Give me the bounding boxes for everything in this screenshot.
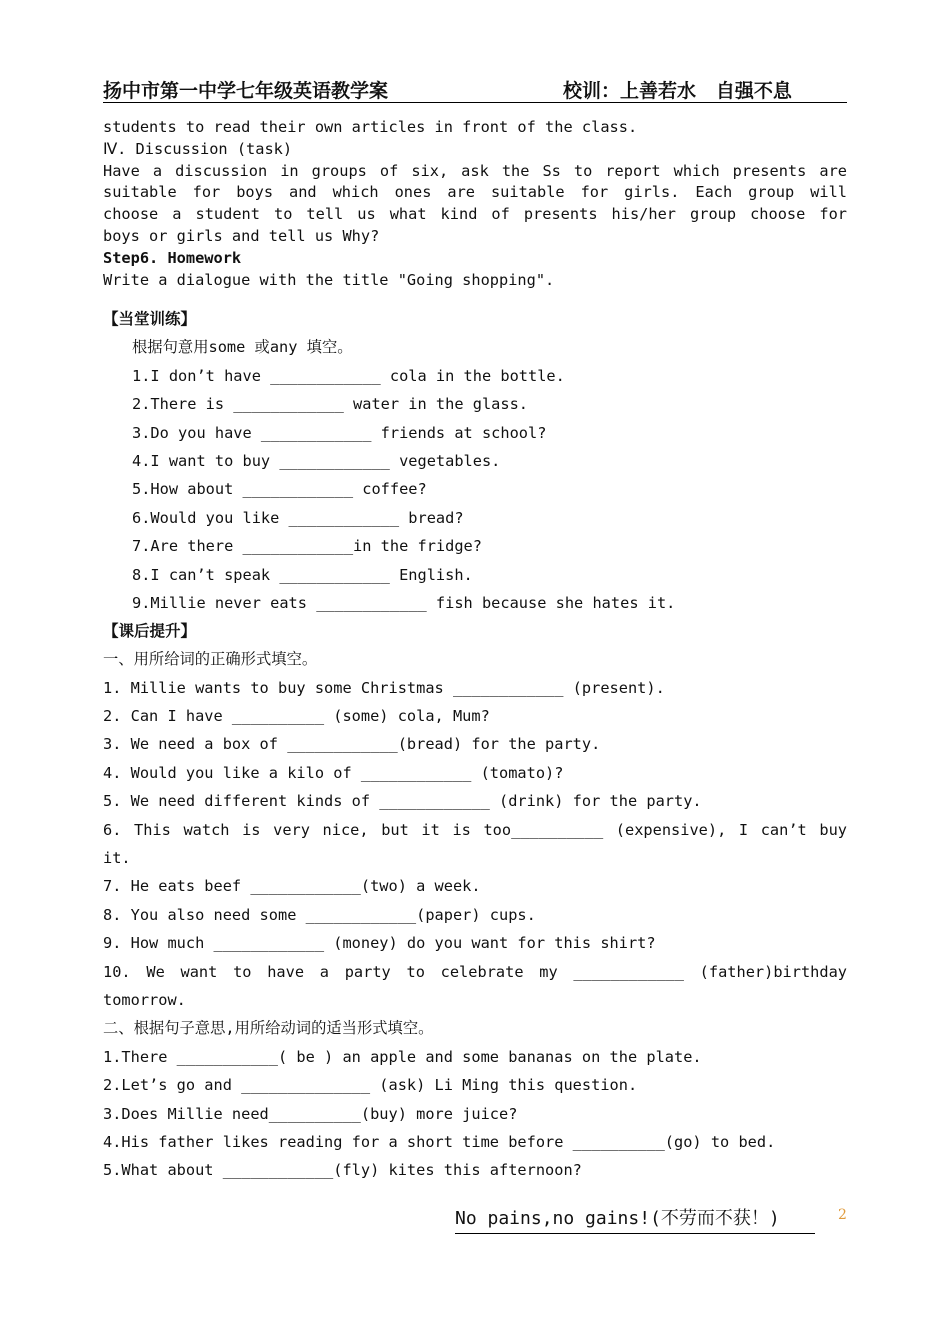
exercise-item: 4. Would you like a kilo of ____________ (tomato)? — [103, 763, 564, 782]
section1-instruction: 根据句意用some 或any 填空。 — [132, 338, 353, 357]
exercise-item: 5. We need different kinds of ____________ (drink) for the party. — [103, 792, 702, 811]
exercise-item: 3.Does Millie need__________(buy) more juice? — [103, 1104, 518, 1123]
exercise-item-continued: it. — [103, 849, 131, 868]
discussion-line: Have a discussion in groups of six, ask the Ss to report which presents are — [103, 161, 847, 180]
exercise-item: 2.Let’s go and ______________ (ask) Li Ming this question. — [103, 1076, 638, 1095]
exercise-item: 6.Would you like ____________ bread? — [132, 508, 464, 527]
exercise-item: 5.How about ____________ coffee? — [132, 480, 427, 499]
discussion-line: boys or girls and tell us Why? — [103, 226, 380, 245]
exercise-item: 10. We want to have a party to celebrate my ____________ (father)birthday — [103, 962, 847, 981]
discussion-line: suitable for boys and which ones are suitable for girls. Each group will — [103, 183, 847, 202]
step6-heading: Step6. Homework — [103, 248, 242, 267]
exercise-item: 4.His father likes reading for a short time before __________(go) to bed. — [103, 1132, 776, 1151]
exercise-item: 4.I want to buy ____________ vegetables. — [132, 451, 501, 470]
part1-instruction: 一、用所给词的正确形式填空。 — [103, 650, 318, 669]
exercise-item: 9. How much ____________ (money) do you want for this shirt? — [103, 934, 656, 953]
section-classroom-practice-title: 【当堂训练】 — [103, 310, 197, 329]
exercise-item: 8. You also need some ____________(paper) cups. — [103, 905, 536, 924]
exercise-item: 2. Can I have __________ (some) cola, Mum? — [103, 707, 490, 726]
exercise-item: 7. He eats beef ____________(two) a week. — [103, 877, 481, 896]
exercise-item: 7.Are there ____________in the fridge? — [132, 537, 482, 556]
exercise-item: 6. This watch is very nice, but it is too__________ (expensive), I can’t buy — [103, 820, 847, 839]
exercise-item: 1. Millie wants to buy some Christmas ____________ (present). — [103, 678, 665, 697]
exercise-item: 1.I don’t have ____________ cola in the bottle. — [132, 366, 565, 385]
exercise-item: 8.I can’t speak ____________ English. — [132, 565, 473, 584]
page-header — [103, 74, 847, 103]
page-content — [103, 117, 847, 1185]
discussion-heading: Ⅳ. Discussion (task) — [103, 139, 293, 158]
part2-instruction: 二、根据句子意思,用所给动词的适当形式填空。 — [103, 1019, 434, 1038]
exercise-item-continued: tomorrow. — [103, 990, 186, 1009]
exercise-item: 3.Do you have ____________ friends at school? — [132, 423, 547, 442]
exercise-item: 5.What about ____________(fly) kites this afternoon? — [103, 1161, 582, 1180]
exercise-item: 3. We need a box of ____________(bread) for the party. — [103, 735, 601, 754]
exercise-item: 9.Millie never eats ____________ fish because she hates it. — [132, 593, 676, 612]
footer-motto: No pains,no gains!(不劳而不获！) — [455, 1205, 815, 1234]
school-motto: 校训：上善若水 自强不息 — [563, 80, 792, 102]
page-number: 2 — [838, 1207, 847, 1223]
school-title: 扬中市第一中学七年级英语教学案 — [103, 80, 389, 102]
homework-text: Write a dialogue with the title "Going shopping". — [103, 270, 555, 289]
body-line: students to read their own articles in front of the class. — [103, 118, 638, 136]
exercise-item: 1.There ___________( be ) an apple and some bananas on the plate. — [103, 1047, 702, 1066]
exercise-item: 2.There is ____________ water in the glass. — [132, 395, 529, 414]
discussion-line: choose a student to tell us what kind of presents his/her group choose for — [103, 205, 847, 224]
section-after-class-title: 【课后提升】 — [103, 622, 197, 641]
